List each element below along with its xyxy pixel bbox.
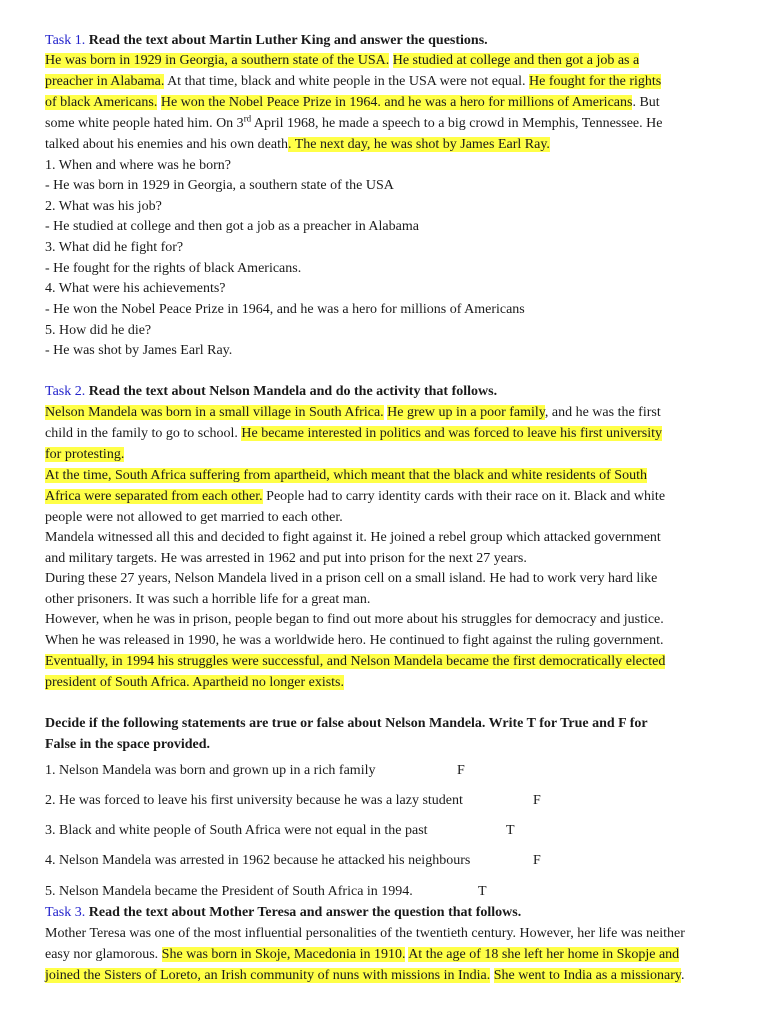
task2-heading xyxy=(45,383,723,403)
superscript: rd xyxy=(243,113,252,124)
task1-qa-line: 5. How did he die? xyxy=(45,323,152,338)
task1-heading xyxy=(45,32,723,52)
highlight: joined the Sisters of Loreto, an Irish community of nuns with missions in India. xyxy=(45,968,491,983)
task2-text-line-5 xyxy=(45,488,723,508)
task1-label: Task 1. xyxy=(45,33,86,48)
task2-text-line-1 xyxy=(45,404,723,424)
task1-text-line-4 xyxy=(45,115,723,135)
task1-text-line-5 xyxy=(45,136,723,156)
task2-text-line-14 xyxy=(45,674,723,694)
task1-text-line-2 xyxy=(45,73,723,93)
text-span: . But xyxy=(632,95,660,110)
task2-text-line-4 xyxy=(45,467,723,487)
task2-text-line-13 xyxy=(45,653,723,673)
highlight: He grew up in a poor family xyxy=(387,405,545,420)
highlight: He won the Nobel Peace Prize in 1964. and he was a hero for millions of Americans xyxy=(160,95,633,110)
highlight: . The next day, he was shot by James Earl Ray. xyxy=(288,137,550,152)
text-span: , and he was the first xyxy=(544,405,661,420)
text-span: People had to carry identity cards with their race on it. Black and white xyxy=(262,489,666,504)
highlight: Africa were separated from each other. xyxy=(45,489,263,504)
text-span: some white people hated him. On 3 xyxy=(45,116,244,131)
task2-text-line-6: people were not allowed to get married to each other. xyxy=(45,510,343,525)
task2-text-line-2 xyxy=(45,425,723,445)
task2-text-line-8: and military targets. He was arrested in 1962 and put into prison for the next 27 years. xyxy=(45,551,527,566)
statement-answer: F xyxy=(457,763,465,778)
task1-qa-line: - He studied at college and then got a job as a preacher in Alabama xyxy=(45,219,419,234)
task3-label: Task 3. xyxy=(45,905,86,920)
highlight: Eventually, in 1994 his struggles were successful, and Nelson Mandela became the first democratically elected xyxy=(45,654,666,669)
task2-text-line-7: Mandela witnessed all this and decided to fight against it. He joined a rebel group which attacked government xyxy=(45,530,661,545)
statement-row xyxy=(45,883,723,903)
task1-qa-line: 2. What was his job? xyxy=(45,199,162,214)
task2-label: Task 2. xyxy=(45,384,86,399)
task3-text-line-3 xyxy=(45,967,723,987)
highlight: At the time, South Africa suffering from apartheid, which meant that the black and white residents of South xyxy=(45,468,647,483)
statement-text: 2. He was forced to leave his first university because he was a lazy student xyxy=(45,793,463,808)
statement-answer: T xyxy=(478,884,487,899)
highlight: He studied at college and then got a job as a xyxy=(392,53,640,68)
statement-row xyxy=(45,762,723,782)
text-span: . xyxy=(681,968,685,983)
task1-qa-line: - He fought for the rights of black Americans. xyxy=(45,261,302,276)
task1-qa-line: - He was shot by James Earl Ray. xyxy=(45,343,233,358)
task3-text-line-2 xyxy=(45,946,723,966)
highlight: At the age of 18 she left her home in Skopje and xyxy=(408,947,680,962)
statement-row xyxy=(45,822,723,842)
highlight: of black Americans. xyxy=(45,95,158,110)
statement-row xyxy=(45,792,723,812)
statement-answer: T xyxy=(506,823,515,838)
statement-answer: F xyxy=(533,793,541,808)
highlight: president of South Africa. Apartheid no longer exists. xyxy=(45,675,344,690)
statement-text: 5. Nelson Mandela became the President of South Africa in 1994. xyxy=(45,884,413,899)
statement-row xyxy=(45,852,723,872)
task1-text-line-3 xyxy=(45,94,723,114)
statement-answer: F xyxy=(533,853,541,868)
task1-qa-line: 4. What were his achievements? xyxy=(45,281,226,296)
highlight: preacher in Alabama. xyxy=(45,74,165,89)
statement-text: 1. Nelson Mandela was born and grown up in a rich family xyxy=(45,763,376,778)
decide-instruction-line-2: False in the space provided. xyxy=(45,737,211,752)
task1-text-line-1 xyxy=(45,52,723,72)
highlight: He was born in 1929 in Georgia, a southern state of the USA. xyxy=(45,53,390,68)
text-span: April 1968, he made a speech to a big crowd in Memphis, Tennessee. He xyxy=(251,116,663,131)
task2-instruction: Read the text about Nelson Mandela and do the activity that follows. xyxy=(88,384,498,399)
task2-text-line-9: During these 27 years, Nelson Mandela lived in a prison cell on a small island. He had to work very hard like xyxy=(45,571,658,586)
highlight: She was born in Skoje, Macedonia in 1910. xyxy=(161,947,406,962)
task2-text-line-12: When he was released in 1990, he was a worldwide hero. He continued to fight against the ruling government. xyxy=(45,633,664,648)
task1-instruction: Read the text about Martin Luther King and answer the questions. xyxy=(88,33,488,48)
task1-qa-line: - He was born in 1929 in Georgia, a southern state of the USA xyxy=(45,178,394,193)
highlight: for protesting. xyxy=(45,447,125,462)
task2-text-line-10: other prisoners. It was such a horrible life for a great man. xyxy=(45,592,371,607)
highlight: He became interested in politics and was forced to leave his first university xyxy=(241,426,663,441)
statement-text: 4. Nelson Mandela was arrested in 1962 because he attacked his neighbours xyxy=(45,853,471,868)
highlight: She went to India as a missionary xyxy=(493,968,682,983)
task2-text-line-11: However, when he was in prison, people began to find out more about his struggles for democracy and justice. xyxy=(45,612,664,627)
task3-heading xyxy=(45,904,723,924)
task1-qa-line: - He won the Nobel Peace Prize in 1964, and he was a hero for millions of Americans xyxy=(45,302,525,317)
statement-text: 3. Black and white people of South Africa were not equal in the past xyxy=(45,823,428,838)
decide-instruction-line-1: Decide if the following statements are true or false about Nelson Mandela. Write T for True and F for xyxy=(45,716,648,731)
text-span: child in the family to go to school. xyxy=(45,426,238,441)
text-span: easy nor glamorous. xyxy=(45,947,159,962)
task3-instruction: Read the text about Mother Teresa and answer the question that follows. xyxy=(88,905,522,920)
highlight: Nelson Mandela was born in a small village in South Africa. xyxy=(45,405,384,420)
text-span: talked about his enemies and his own death xyxy=(45,137,288,152)
text-span: At that time, black and white people in the USA were not equal. xyxy=(167,74,526,89)
highlight: He fought for the rights xyxy=(529,74,662,89)
task1-qa-line: 3. What did he fight for? xyxy=(45,240,184,255)
task3-text-line-1: Mother Teresa was one of the most influential personalities of the twentieth century. However, her life was neither xyxy=(45,926,685,941)
task2-text-line-3 xyxy=(45,446,723,466)
task1-qa-line: 1. When and where was he born? xyxy=(45,158,231,173)
